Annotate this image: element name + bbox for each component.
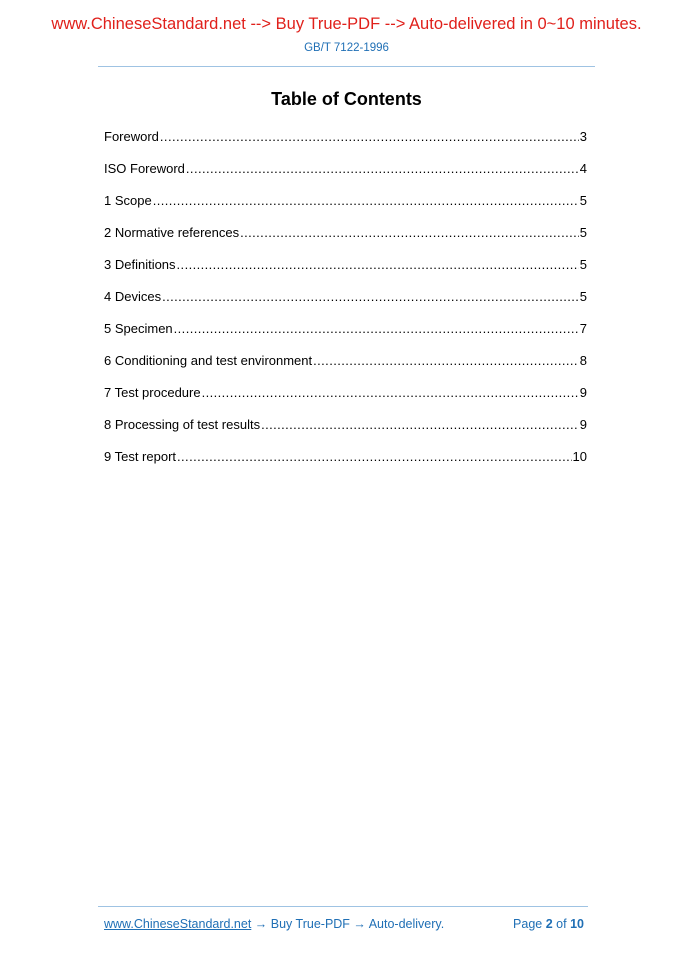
toc-entry-scope[interactable]: [104, 190, 587, 222]
dot-leader: [186, 158, 579, 180]
toc-entry-title: 5 Specimen: [104, 321, 173, 336]
toc-entry-title: 6 Conditioning and test environment: [104, 353, 313, 368]
page-total: 10: [570, 917, 584, 931]
toc-entry-definitions[interactable]: [104, 254, 587, 286]
footer-tagline: → Buy True-PDF → Auto-delivery.: [251, 917, 445, 931]
dot-leader: [177, 446, 572, 468]
toc-entry-conditioning[interactable]: [104, 350, 587, 382]
toc-entry-title: 1 Scope: [104, 193, 152, 208]
toc-entry-page: 5: [579, 289, 587, 304]
page-current: 2: [545, 917, 553, 931]
dot-leader: [162, 286, 579, 308]
toc-entry-page: 7: [579, 321, 587, 336]
toc-entry-title: 3 Definitions: [104, 257, 176, 272]
header-divider: [98, 66, 595, 67]
page-number: [513, 917, 584, 931]
toc-entry-title: ISO Foreword: [104, 161, 185, 176]
toc-entry-title: 9 Test report: [104, 449, 177, 464]
toc-entry-title: 8 Processing of test results: [104, 417, 261, 432]
toc-entry-devices[interactable]: [104, 286, 587, 318]
toc-entry-title: 7 Test procedure: [104, 385, 201, 400]
toc-entry-iso-foreword[interactable]: [104, 158, 587, 190]
footer-site-link[interactable]: www.ChineseStandard.net: [104, 917, 252, 931]
toc-entry-test-report[interactable]: [104, 446, 587, 478]
toc-entry-page: 5: [579, 193, 587, 208]
toc-entry-page: 9: [579, 385, 587, 400]
toc-entry-page: 5: [579, 257, 587, 272]
toc-entry-normative-references[interactable]: [104, 222, 587, 254]
dot-leader: [261, 414, 579, 436]
toc-entry-page: 3: [579, 129, 587, 144]
toc-entry-title: Foreword: [104, 129, 159, 144]
dot-leader: [202, 382, 579, 404]
page-of: of: [556, 917, 567, 931]
dot-leader: [240, 222, 579, 244]
dot-leader: [313, 350, 579, 372]
document-id-header: GB/T 7122-1996: [304, 42, 389, 54]
footer-divider: [98, 906, 588, 907]
toc-entry-title: 4 Devices: [104, 289, 162, 304]
dot-leader: [160, 126, 579, 148]
toc-entry-title: 2 Normative references: [104, 225, 240, 240]
toc-entry-page: 10: [572, 449, 587, 464]
toc-entry-page: 9: [579, 417, 587, 432]
toc-entry-specimen[interactable]: [104, 318, 587, 350]
dot-leader: [177, 254, 579, 276]
toc-entry-test-procedure[interactable]: [104, 382, 587, 414]
toc-entry-page: 8: [579, 353, 587, 368]
toc-entry-page: 4: [579, 161, 587, 176]
toc-entry-page: 5: [579, 225, 587, 240]
page-title: Table of Contents: [271, 89, 422, 109]
page-footer: [104, 917, 584, 933]
page-label: Page: [513, 917, 543, 931]
toc-entry-foreword[interactable]: [104, 126, 587, 158]
dot-leader: [153, 190, 579, 212]
toc-entry-processing-results[interactable]: [104, 414, 587, 446]
table-of-contents: [104, 126, 587, 478]
dot-leader: [174, 318, 579, 340]
promo-banner[interactable]: www.ChineseStandard.net --> Buy True-PDF --> Auto-delivered in 0~10 minutes.: [51, 15, 642, 33]
